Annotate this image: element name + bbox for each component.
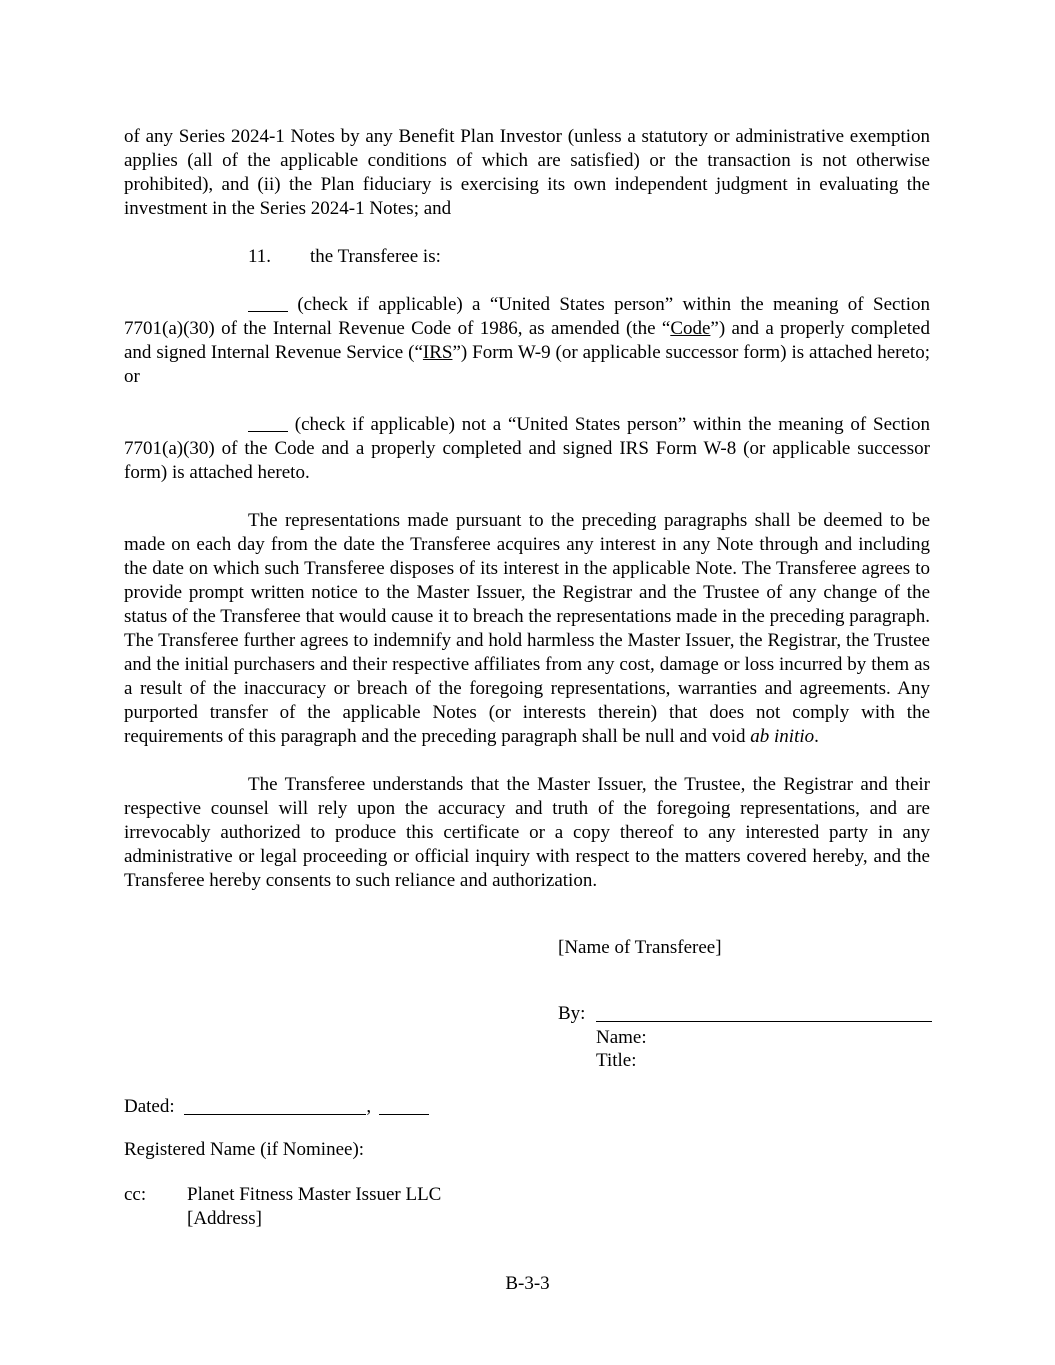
item-number: 11.	[248, 246, 272, 267]
page-number: B-3-3	[505, 1273, 550, 1294]
dated-separator: ,	[366, 1096, 372, 1117]
title-label: Title:	[596, 1050, 637, 1071]
paragraph-continuation: of any Series 2024-1 Notes by any Benefit Plan Investor (unless a statutory or administrative exemption applies (all of the applicable conditions of which are satisfied) or the transaction is not otherwise prohibited), and (ii) the Plan fiduciary is exercising its own independent judgment in evaluating the investment in the Series 2024-1 Notes; and	[124, 126, 930, 219]
name-label: Name:	[596, 1027, 647, 1048]
cc-line-1: Planet Fitness Master Issuer LLC	[187, 1184, 442, 1205]
italic-ab-initio: ab initio	[750, 726, 815, 747]
option-us-person: (check if applicable) a “United States person” within the meaning of Section 7701(a)(30) of the Internal Revenue Code of 1986, as amended (the “Code”) and a properly completed and signed Internal Revenue Service (“IRS”) Form W-9 (or applicable successor form) is attached hereto; or	[124, 294, 930, 387]
item-text: the Transferee is:	[310, 246, 441, 267]
dated-line	[124, 1095, 429, 1119]
dated-year-blank[interactable]	[379, 1095, 429, 1115]
dated-date-blank[interactable]	[184, 1095, 366, 1115]
item-11	[248, 245, 930, 269]
checkbox-blank-us[interactable]	[248, 293, 288, 312]
signature-line[interactable]	[596, 1002, 932, 1022]
name-of-transferee: [Name of Transferee]	[558, 937, 722, 958]
document-body	[124, 125, 930, 917]
paragraph-representations: The representations made pursuant to the preceding paragraphs shall be deemed to be made on each day from the date the Transferee acquires any interest in any Note through and including the date on which such Transferee disposes of its interest in the applicable Note. The Transferee agrees to provide prompt written notice to the Master Issuer, the Registrar and the Trustee of any change of the status of the Transferee that would cause it to breach the representations made in the preceding paragraph. The Transferee further agrees to indemnify and hold harmless the Master Issuer, the Registrar, the Trustee and the initial purchasers and their respective affiliates from any cost, damage or loss incurred by them as a result of the inaccuracy or breach of the foregoing representations, warranties and agreements. Any purported transfer of the applicable Notes (or interests therein) that does not comply with the requirements of this paragraph and the preceding paragraph shall be null and void ab initio.	[124, 510, 930, 747]
option-non-us-person: (check if applicable) not a “United States person” within the meaning of Section 7701(a)(30) of the Code and a properly completed and signed IRS Form W-8 (or applicable successor form) is attached hereto.	[124, 414, 930, 483]
cc-line-2: [Address]	[187, 1208, 262, 1229]
checkbox-blank-non-us[interactable]	[248, 413, 288, 432]
dated-label: Dated:	[124, 1096, 175, 1117]
paragraph-reliance: The Transferee understands that the Master Issuer, the Trustee, the Registrar and their respective counsel will rely upon the accuracy and truth of the foregoing representations, and are irrevocably authorized to produce this certificate or a copy thereof to any interested party in any administrative or legal proceeding or official inquiry with respect to the matters covered hereby, and the Transferee hereby consents to such reliance and authorization.	[124, 774, 930, 891]
by-label: By:	[558, 1003, 586, 1024]
registered-name: Registered Name (if Nominee):	[124, 1139, 365, 1160]
defined-term-irs: IRS	[422, 342, 453, 363]
defined-term-code: Code	[670, 318, 711, 339]
signature-by-line	[558, 1002, 932, 1026]
cc-label: cc:	[124, 1184, 147, 1205]
